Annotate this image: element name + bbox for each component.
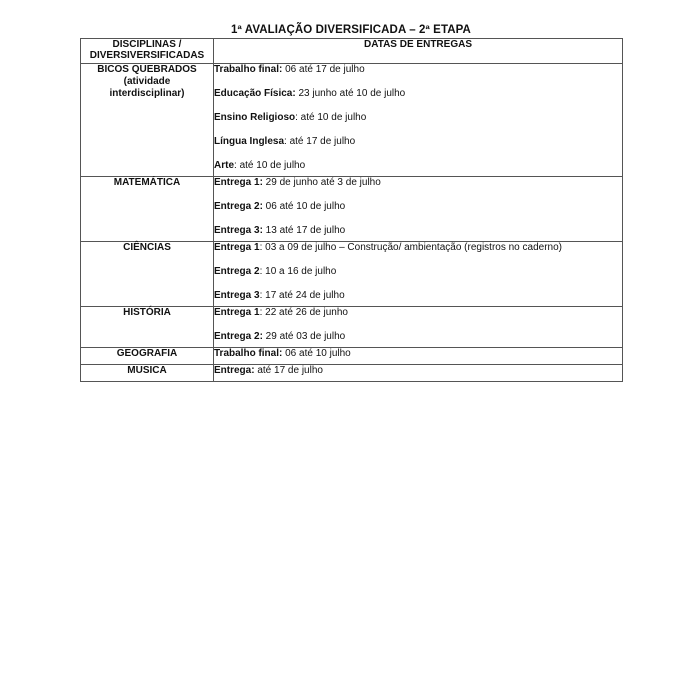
delivery-entry: Entrega 1: 22 até 26 de junho xyxy=(214,307,348,318)
delivery-entry: Arte: até 10 de julho xyxy=(214,160,306,171)
table-row xyxy=(81,64,623,177)
delivery-entry: Entrega 2: 10 a 16 de julho xyxy=(214,266,337,277)
delivery-dates-column-header: DATAS DE ENTREGAS xyxy=(214,39,623,64)
delivery-entry: Educação Física: 23 junho até 10 de julho xyxy=(214,88,406,99)
subject-name: CIÊNCIAS xyxy=(123,242,171,253)
subject-cell xyxy=(81,242,214,307)
delivery-entry: Entrega 1: 03 a 09 de julho – Construção/ ambientação (registros no caderno) xyxy=(214,242,562,253)
delivery-entry: Entrega 3: 17 até 24 de julho xyxy=(214,290,345,301)
delivery-entry: Trabalho final: 06 até 17 de julho xyxy=(214,64,365,75)
subject-cell xyxy=(81,177,214,242)
subjects-header-line: DIVERSIVERSIFICADAS xyxy=(89,50,205,61)
subjects-column-header xyxy=(81,39,214,64)
table-row xyxy=(81,242,623,307)
subject-name: interdisciplinar) xyxy=(109,88,185,99)
subject-name: GEOGRAFIA xyxy=(116,348,178,359)
delivery-entry: Entrega 2: 06 até 10 de julho xyxy=(214,201,346,212)
subject-cell xyxy=(81,64,214,177)
delivery-entry: Ensino Religioso: até 10 de julho xyxy=(214,112,367,123)
dates-cell xyxy=(214,307,623,348)
delivery-entry: Trabalho final: 06 até 10 julho xyxy=(214,348,351,359)
table-row xyxy=(81,177,623,242)
delivery-schedule-table xyxy=(80,38,623,382)
document-title: 1ª AVALIAÇÃO DIVERSIFICADA – 2ª ETAPA xyxy=(231,24,471,36)
delivery-entry: Língua Inglesa: até 17 de julho xyxy=(214,136,356,147)
subject-cell xyxy=(81,348,214,365)
delivery-entry: Entrega 3: 13 até 17 de julho xyxy=(214,225,346,236)
subject-name: MUSICA xyxy=(127,365,167,376)
subject-name: BICOS QUEBRADOS xyxy=(97,64,197,75)
delivery-entry: Entrega: até 17 de julho xyxy=(214,365,323,376)
subject-name: HISTÓRIA xyxy=(123,307,171,318)
table-row xyxy=(81,307,623,348)
table-row xyxy=(81,348,623,365)
dates-cell xyxy=(214,365,623,382)
dates-cell xyxy=(214,64,623,177)
subject-name: MATEMÁTICA xyxy=(113,177,181,188)
subjects-header-line: DISCIPLINAS / xyxy=(112,39,182,50)
table-row xyxy=(81,365,623,382)
dates-cell xyxy=(214,177,623,242)
subject-name: (atividade xyxy=(123,76,171,87)
dates-cell xyxy=(214,242,623,307)
table-header-row xyxy=(81,39,623,64)
delivery-entry: Entrega 2: 29 até 03 de julho xyxy=(214,331,346,342)
delivery-entry: Entrega 1: 29 de junho até 3 de julho xyxy=(214,177,381,188)
dates-cell xyxy=(214,348,623,365)
subject-cell xyxy=(81,307,214,348)
subject-cell xyxy=(81,365,214,382)
